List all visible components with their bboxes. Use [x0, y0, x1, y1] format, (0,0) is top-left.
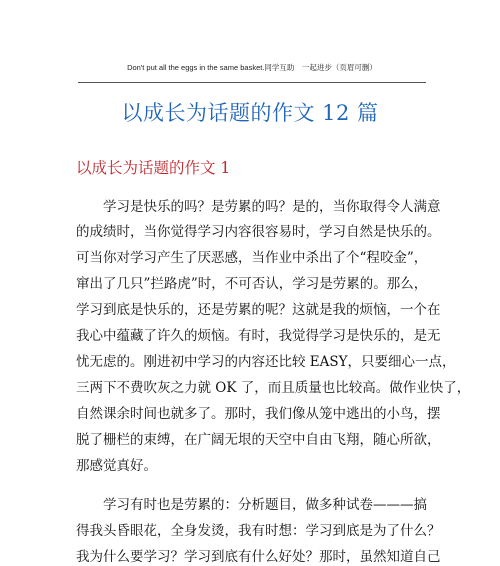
paragraph-line: 那感觉真好。	[76, 458, 157, 474]
paragraph-line: 可当你对学习产生了厌恶感，当作业中杀出了个“程咬金”，	[76, 250, 428, 266]
header-divider	[78, 82, 426, 83]
paragraph-line: 三两下不费吹灰之力就 OK 了，而且质量也比较高。做作业快了，	[76, 380, 471, 396]
paragraph-line: 我心中蕴藏了许久的烦恼。有时，我觉得学习是快乐的，是无	[76, 328, 441, 344]
paragraph-line: 学习有时也是劳累的：分析题目，做多种试卷———搞	[76, 497, 427, 513]
paragraph-line: 我为什么要学习？学习到底有什么好处？那时，虽然知道自己	[76, 549, 441, 565]
paragraph-line: 窜出了几只”拦路虎”时，不可否认，学习是劳累的。那么，	[76, 276, 428, 292]
document-title: 以成长为话题的作文 12 篇	[121, 101, 379, 125]
paragraph-line: 学习是快乐的吗？是劳累的吗？是的，当你取得令人满意	[76, 199, 441, 215]
page-header: Don't put all the eggs in the same basket.同学互助 一起进步（页眉可删）	[127, 63, 377, 72]
paragraph-line: 得我头昏眼花，全身发烫，我有时想：学习到底是为了什么？	[76, 523, 441, 539]
paragraph-line: 脱了栅栏的束缚，在广阔无垠的天空中自由飞翔，随心所欲，	[76, 432, 441, 448]
paragraph-line: 的成绩时，当你觉得学习内容很容易时，学习自然是快乐的。	[76, 224, 441, 240]
paragraph-line: 自然课余时间也就多了。那时，我们像从笼中逃出的小鸟，摆	[76, 406, 441, 422]
section-title: 以成长为话题的作文 1	[76, 159, 231, 177]
paragraph-line: 学习到底是快乐的，还是劳累的呢？这就是我的烦恼，一个在	[76, 302, 441, 318]
paragraph-line: 忧无虑的。刚进初中学习的内容还比较 EASY，只要细心一点，	[76, 354, 456, 370]
